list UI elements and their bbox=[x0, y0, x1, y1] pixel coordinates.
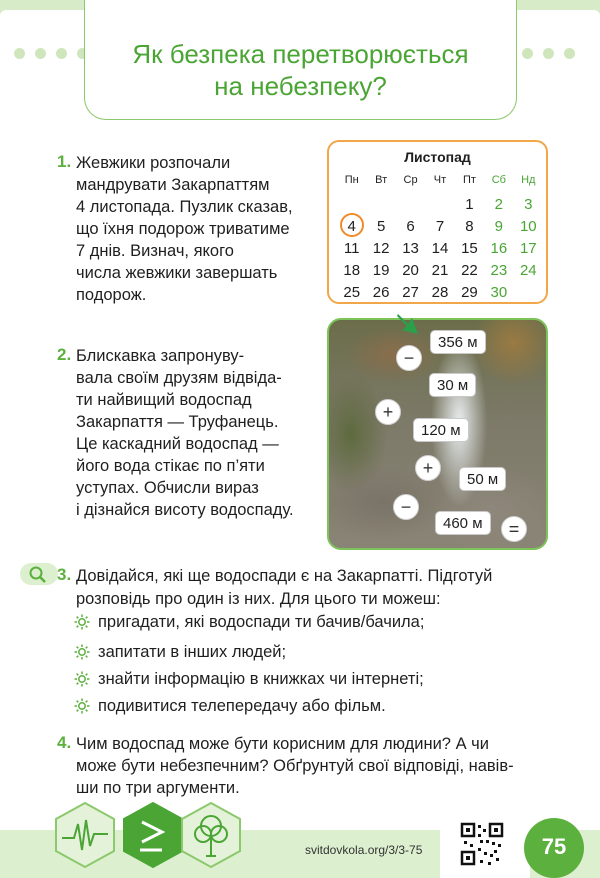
calendar-day: 3 bbox=[524, 196, 533, 213]
calendar-day bbox=[425, 194, 454, 216]
task-3-line-2: розповідь про один із них. Для цього ти можеш: bbox=[76, 590, 441, 608]
operator-3: + bbox=[415, 455, 441, 481]
text-line: 4 листопада. Пузлик сказав, bbox=[76, 198, 293, 216]
calendar-day: 15 bbox=[461, 240, 478, 257]
task-1-text bbox=[76, 152, 326, 306]
operator-2: + bbox=[375, 399, 401, 425]
page-number: 75 bbox=[541, 834, 567, 859]
calendar-day: 12 bbox=[372, 240, 390, 257]
sun-bullet-icon bbox=[74, 671, 90, 687]
calendar-grid bbox=[337, 172, 543, 304]
waterfall-photo bbox=[327, 318, 548, 550]
magnifier-badge bbox=[20, 563, 58, 585]
calendar-day bbox=[396, 194, 425, 216]
footer-url[interactable]: svitdovkola.org/3/3-75 bbox=[305, 843, 423, 857]
text-line: 7 днів. Визнач, якого bbox=[76, 242, 234, 260]
text-line: Закарпаття — Труфанець. bbox=[76, 413, 279, 431]
text-line: ши по три аргументи. bbox=[76, 779, 240, 797]
calendar-day: 18 bbox=[343, 262, 361, 279]
bullet-text: запитати в інших людей; bbox=[98, 643, 287, 661]
qr-code[interactable] bbox=[460, 822, 504, 866]
calendar-day: 11 bbox=[343, 240, 360, 257]
text-line: вала своїм друзям відвіда- bbox=[76, 369, 282, 387]
value-label-1: 356 м bbox=[430, 330, 486, 354]
dots-right bbox=[522, 48, 575, 60]
value-label-4: 50 м bbox=[459, 467, 506, 491]
calendar-day: 10 bbox=[519, 218, 537, 235]
calendar-weekday: Сб bbox=[491, 174, 506, 186]
operator-4: − bbox=[393, 494, 419, 520]
calendar-weekday: Чт bbox=[433, 174, 447, 186]
calendar-day: 16 bbox=[490, 240, 508, 257]
task-3-line-1: Довідайся, які ще водоспади є на Закарпатті. Підготуй bbox=[76, 567, 493, 585]
text-line: його вода стікає по п’яти bbox=[76, 457, 265, 475]
value-label-5: 460 м bbox=[435, 511, 491, 535]
calendar-day: 24 bbox=[519, 262, 537, 279]
calendar-day: 13 bbox=[402, 240, 419, 257]
calendar-day: 20 bbox=[402, 262, 419, 279]
text-line: і дізнайся висоту водоспаду. bbox=[76, 501, 294, 519]
calendar-day: 29 bbox=[461, 284, 478, 301]
text-line: що їхня подорож триватиме bbox=[76, 220, 290, 238]
calendar-day: 19 bbox=[372, 262, 390, 279]
text-line: Чим водоспад може бути корисним для людини? А чи bbox=[76, 735, 489, 753]
heartbeat-hex-icon bbox=[50, 800, 120, 870]
calendar-day bbox=[514, 282, 543, 304]
calendar bbox=[327, 140, 548, 304]
calendar-day: 21 bbox=[431, 262, 449, 279]
calendar-weekday: Нд bbox=[521, 174, 536, 186]
calendar-day: 1 bbox=[465, 196, 474, 213]
calendar-day: 26 bbox=[372, 284, 390, 301]
calendar-day: 22 bbox=[461, 262, 478, 279]
task-4-number: 4. bbox=[57, 733, 72, 752]
calendar-day: 17 bbox=[519, 240, 537, 257]
calendar-day-number: 4 bbox=[347, 218, 356, 235]
calendar-day: 6 bbox=[406, 218, 415, 235]
tree-hex-icon bbox=[176, 800, 246, 870]
text-line: уступах. Обчисли вираз bbox=[76, 479, 259, 497]
calendar-day: 27 bbox=[402, 284, 419, 301]
operator-1: − bbox=[396, 345, 422, 371]
bullet-text: подивитися телепередачу або фільм. bbox=[98, 697, 386, 715]
text-line: Це каскадний водоспад — bbox=[76, 435, 279, 453]
calendar-weekday: Ср bbox=[403, 174, 418, 186]
calendar-day: 8 bbox=[465, 218, 474, 235]
task-4-text bbox=[76, 733, 556, 799]
value-label-3: 120 м bbox=[413, 418, 469, 442]
task-2-number: 2. bbox=[57, 345, 72, 364]
text-line: мандрувати Закарпаттям bbox=[76, 176, 270, 194]
calendar-day: 14 bbox=[431, 240, 449, 257]
bullet-text: знайти інформацію в книжках чи інтернеті; bbox=[98, 670, 424, 688]
calendar-day: 7 bbox=[435, 218, 445, 235]
operator-5: = bbox=[501, 516, 527, 542]
calendar-day bbox=[337, 216, 366, 238]
calendar-month: Листопад bbox=[404, 149, 471, 165]
calendar-day: 2 bbox=[494, 196, 504, 213]
magnifier-icon bbox=[20, 563, 58, 585]
bullet-text: пригадати, які водоспади ти бачив/бачила; bbox=[98, 613, 425, 631]
calendar-weekday: Пн bbox=[344, 174, 359, 186]
calendar-day: 25 bbox=[343, 284, 361, 301]
task-2-text bbox=[76, 345, 326, 521]
text-line: може бути небезпечним? Обґрунтуй свої відповіді, навів- bbox=[76, 757, 514, 775]
page-title: Як безпека перетворюється на небезпеку? bbox=[132, 39, 469, 101]
calendar-weekday: Вт bbox=[375, 174, 388, 186]
text-line: подорож. bbox=[76, 286, 147, 304]
task-1-number: 1. bbox=[57, 152, 72, 171]
text-line: Блискавка запронуву- bbox=[76, 347, 245, 365]
text-line: Жевжики розпочали bbox=[76, 154, 231, 172]
calendar-day: 9 bbox=[494, 218, 504, 235]
calendar-day: 28 bbox=[431, 284, 449, 301]
sun-bullet-icon bbox=[74, 698, 90, 714]
text-line: ти найвищий водоспад bbox=[76, 391, 252, 409]
calendar-day: 23 bbox=[490, 262, 508, 279]
value-label-2: 30 м bbox=[429, 373, 476, 397]
text-line: числа жевжики завершать bbox=[76, 264, 278, 282]
task-3-number: 3. bbox=[57, 565, 72, 584]
calendar-day: 5 bbox=[376, 218, 386, 235]
calendar-day bbox=[366, 194, 395, 216]
calendar-day: 30 bbox=[490, 284, 508, 301]
sun-bullet-icon bbox=[74, 614, 90, 630]
sun-bullet-icon bbox=[74, 644, 90, 660]
arrow-down-icon bbox=[394, 310, 424, 340]
calendar-weekday: Пт bbox=[462, 174, 476, 186]
